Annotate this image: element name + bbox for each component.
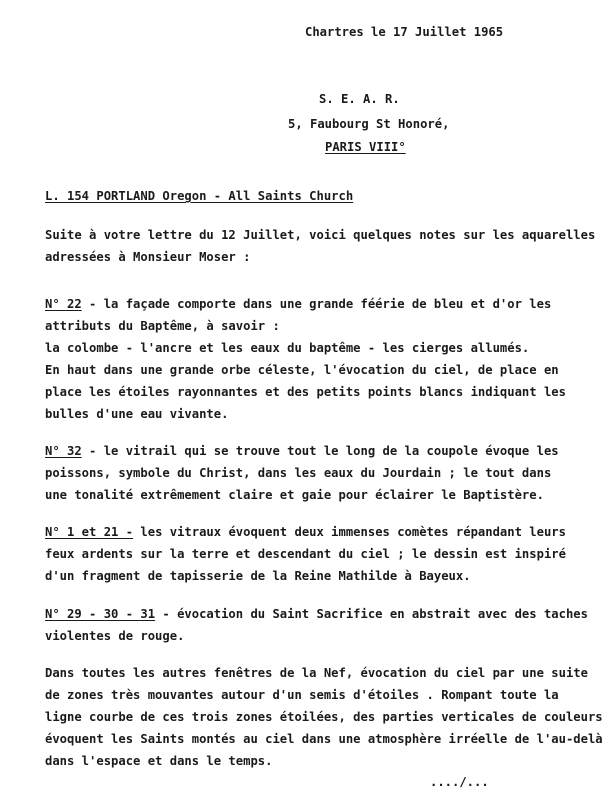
item-29-31-line: violentes de rouge.	[45, 629, 185, 643]
item-label: N° 32	[45, 444, 82, 458]
recipient-city: PARIS VIII°	[325, 140, 406, 154]
continuation-mark: ..../...	[430, 775, 489, 789]
reference-line: L. 154 PORTLAND Oregon - All Saints Church	[45, 189, 354, 203]
item-text: - évocation du Saint Sacrifice en abstrait avec des taches	[155, 607, 588, 621]
item-22-first-line	[45, 296, 551, 312]
closing-line: évoquent les Saints montés au ciel dans une atmosphère irréelle de l'au-delà	[45, 732, 603, 746]
closing-line: de zones très mouvantes autour d'un semis d'étoiles . Rompant toute la	[45, 688, 559, 702]
closing-line: Dans toutes les autres fenêtres de la Nef, évocation du ciel par une suite	[45, 666, 588, 680]
item-1-21-first-line	[45, 524, 566, 540]
item-32-line: une tonalité extrêmement claire et gaie pour éclairer le Baptistère.	[45, 488, 544, 502]
intro-line: adressées à Monsieur Moser :	[45, 250, 251, 264]
item-text: - la façade comporte dans une grande féérie de bleu et d'or les	[81, 297, 552, 311]
item-label: N° 1 et 21 -	[45, 525, 134, 539]
item-1-21-line: d'un fragment de tapisserie de la Reine Mathilde à Bayeux.	[45, 569, 471, 583]
intro-line: Suite à votre lettre du 12 Juillet, voici quelques notes sur les aquarelles	[45, 228, 596, 242]
item-text: les vitraux évoquent deux immenses comètes répandant leurs	[133, 525, 566, 539]
item-22-line: En haut dans une grande orbe céleste, l'évocation du ciel, de place en	[45, 363, 559, 377]
item-22-line: place les étoiles rayonnantes et des petits points blancs indiquant les	[45, 385, 566, 399]
item-22-line: attributs du Baptême, à savoir :	[45, 319, 280, 333]
letter-date: Chartres le 17 Juillet 1965	[305, 25, 504, 39]
item-22-line: la colombe - l'ancre et les eaux du baptême - les cierges allumés.	[45, 341, 530, 355]
closing-line: dans l'espace et dans le temps.	[45, 754, 273, 768]
item-32-first-line	[45, 443, 559, 459]
recipient-name: S. E. A. R.	[319, 92, 400, 106]
closing-line: ligne courbe de ces trois zones étoilées, des parties verticales de couleurs	[45, 710, 603, 724]
item-29-31-first-line	[45, 606, 588, 622]
item-label: N° 29 - 30 - 31	[45, 607, 156, 621]
item-label: N° 22	[45, 297, 82, 311]
item-text: - le vitrail qui se trouve tout le long de la coupole évoque les	[81, 444, 559, 458]
item-1-21-line: feux ardents sur la terre et descendant du ciel ; le dessin est inspiré	[45, 547, 566, 561]
item-22-line: bulles d'une eau vivante.	[45, 407, 229, 421]
recipient-street: 5, Faubourg St Honoré,	[288, 117, 450, 131]
item-32-line: poissons, symbole du Christ, dans les eaux du Jourdain ; le tout dans	[45, 466, 552, 480]
